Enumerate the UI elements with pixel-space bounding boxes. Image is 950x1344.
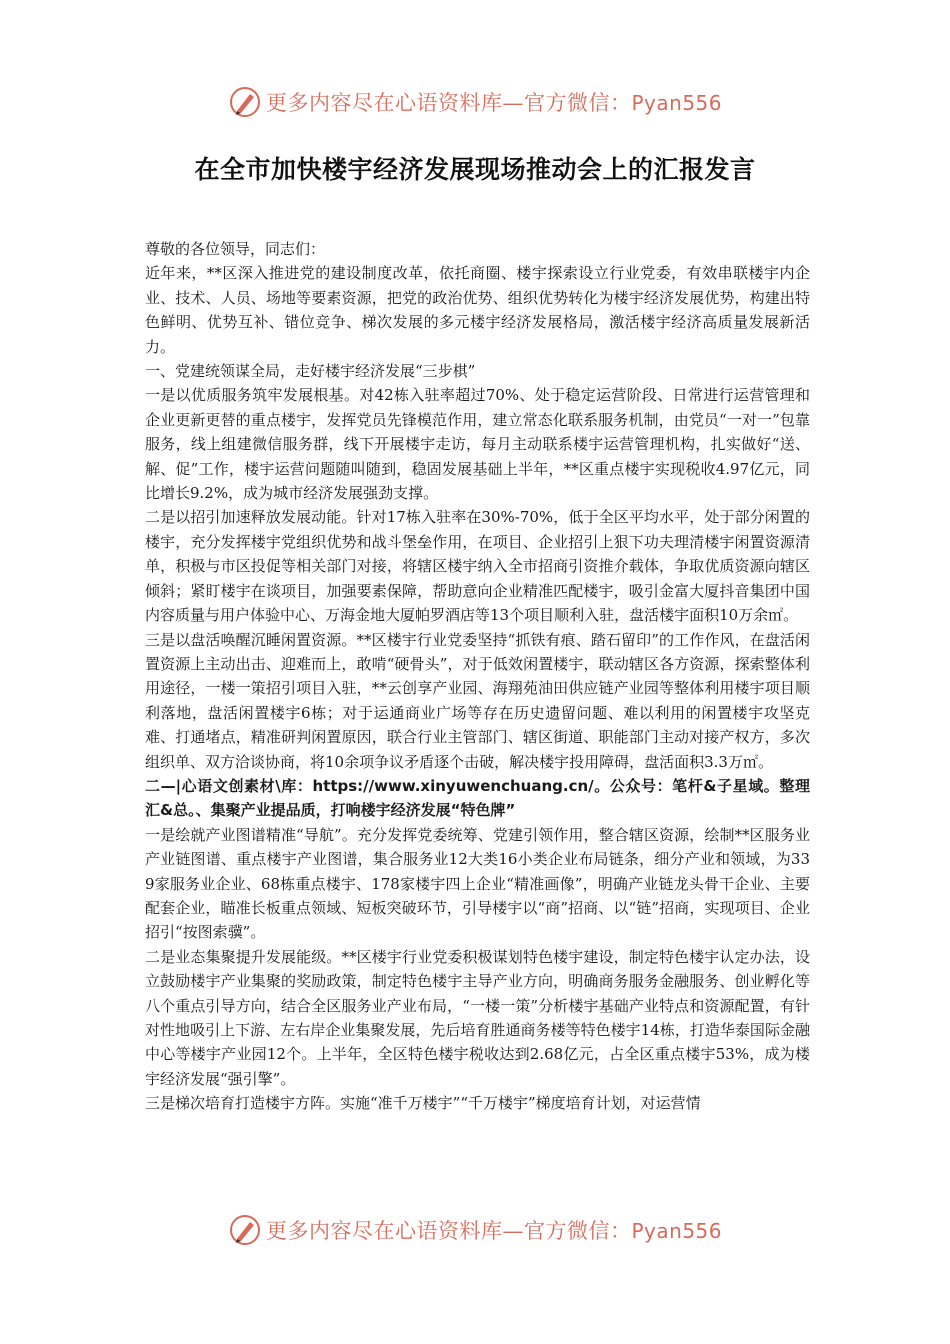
paragraph: 三是以盘活唤醒沉睡闲置资源。**区楼宇行业党委坚持“抓铁有痕、踏石留印”的工作作风，在盘活闲置资源上主动出击、迎难而上，敢啃“硬骨头”，对于低效闲置楼宇，联动辖区各方资源，探索整体利用途径，一楼一策招引项目入驻，**云创享产业园、海翔苑油田供应链产业园等整体利用楼宇项目顺利落地，盘活闲置楼宇6栋；对于运通商业广场等存在历史遗留问题、难以利用的闲置楼宇攻坚克难、打通堵点，精准研判闲置原因，联合行业主管部门、辖区街道、职能部门主动对接产权方，多次组织单、双方洽谈协商，将10余项争议矛盾逐个击破，解决楼宇投用障碍，盘活面积3.3万㎡。 bbox=[145, 630, 810, 771]
paragraph: 二是业态集聚提升发展能级。**区楼宇行业党委积极谋划特色楼宇建设，制定特色楼宇认定办法，设立鼓励楼宇产业集聚的奖励政策，制定特色楼宇主导产业方向，明确商务服务金融服务、创业孵化等八个重点引导方向，结合全区服务业产业布局，“一楼一策”分析楼宇基础产业特点和资源配置，有针对性地吸引上下游、左右岸企业集聚发展，先后培育胜通商务楼等特色楼宇14栋，打造华泰国际金融中心等楼宇产业园12个。上半年，全区特色楼宇税收达到2.68亿元，占全区重点楼宇53%，成为楼宇经济发展“强引擎”。 bbox=[145, 947, 810, 1088]
section-heading-2: 二—|心语文创素材\库：https://www.xinyuwenchuang.cn/。公众号：笔杆&子星域。整理汇&总。、集聚产业提品质，打响楼宇经济发展“特色牌” bbox=[145, 776, 810, 820]
paragraph-intro: 近年来，**区深入推进党的建设制度改革，依托商圈、楼宇探索设立行业党委，有效串联楼宇内企业、技术、人员、场地等要素资源，把党的政治优势、组织优势转化为楼宇经济发展优势，构建出特色鲜明、优势互补、错位竞争、梯次发展的多元楼宇经济发展格局，激活楼宇经济高质量发展新活力。 bbox=[145, 264, 810, 356]
document-body bbox=[145, 237, 810, 1116]
watermark-banner-bottom bbox=[228, 1212, 728, 1248]
pen-logo-icon bbox=[228, 85, 262, 119]
section-heading-1: 一、党建统领谋全局，走好楼宇经济发展“三步棋” bbox=[145, 362, 476, 381]
paragraph-salutation: 尊敬的各位领导，同志们： bbox=[145, 240, 326, 258]
paragraph: 一是以优质服务筑牢发展根基。对42栋入驻率超过70%、处于稳定运营阶段、日常进行运营管理和企业更新更替的重点楼宇，发挥党员先锋模范作用，建立常态化联系服务机制，由党员“一对一”包靠服务，线上组建微信服务群，线下开展楼宇走访，每月主动联系楼宇运营管理机构，扎实做好“送、解、促”工作，楼宇运营问题随叫随到，稳固发展基础上半年，**区重点楼宇实现税收4.97亿元，同比增长9.2%，成为城市经济发展强劲支撑。 bbox=[145, 386, 810, 503]
paragraph: 一是绘就产业图谱精准“导航”。充分发挥党委统筹、党建引领作用，整合辖区资源，绘制**区服务业产业链图谱、重点楼宇产业图谱，集合服务业12大类16小类企业布局链条，细分产业和领域，为339家服务业企业、68栋重点楼宇、178家楼宇四上企业“精准画像”，明确产业链龙头骨干企业、主要配套企业，瞄准长板重点领域、短板突破环节，引导楼宇以“商”招商、以“链”招商，实现项目、企业招引“按图索骥”。 bbox=[145, 825, 810, 942]
page-title: 在全市加快楼宇经济发展现场推动会上的汇报发言 bbox=[194, 155, 756, 184]
pen-logo-icon bbox=[228, 1213, 262, 1247]
watermark-banner-top bbox=[228, 84, 728, 120]
paragraph: 三是梯次培育打造楼宇方阵。实施“准千万楼宇”“千万楼宇”梯度培育计划，对运营情 bbox=[145, 1094, 701, 1113]
banner-text: 更多内容尽在心语资料库—官方微信：Pyan556 bbox=[266, 1219, 723, 1243]
banner-text: 更多内容尽在心语资料库—官方微信：Pyan556 bbox=[266, 91, 723, 115]
paragraph: 二是以招引加速释放发展动能。针对17栋入驻率在30%-70%，低于全区平均水平，处于部分闲置的楼宇，充分发挥楼宇党组织优势和战斗堡垒作用，在项目、企业招引上狠下功夫理清楼宇闲置资源清单，积极与市区投促等相关部门对接，将辖区楼宇纳入全市招商引资推介载体，争取优质资源向辖区倾斜；紧盯楼宇在谈项目，加强要素保障，帮助意向企业精准匹配楼宇，吸引金富大厦抖音集团中国内容质量与用户体验中心、万海金地大厦帕罗酒店等13个项目顺利入驻，盘活楼宇面积10万余㎡。 bbox=[145, 508, 810, 625]
